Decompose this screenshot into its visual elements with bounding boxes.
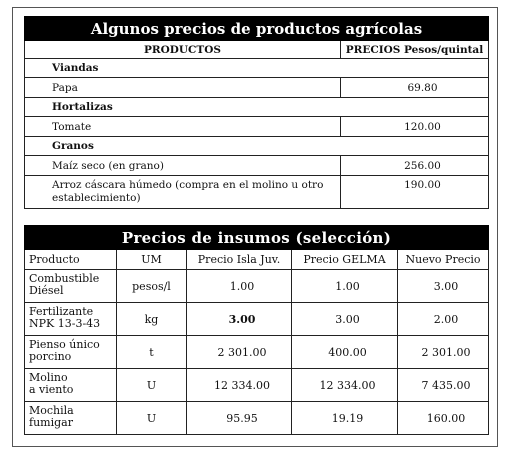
producto-line1: Combustible (29, 272, 100, 285)
gelma-price-cell: 12 334.00 (292, 369, 398, 402)
header-precio-gelma: Precio GELMA (292, 250, 398, 270)
header-producto: Producto (25, 250, 117, 270)
nuevo-price-cell: 3.00 (398, 270, 489, 303)
nuevo-price-cell: 7 435.00 (398, 369, 489, 402)
item-name: Maíz seco (en grano) (25, 156, 341, 176)
gelma-price-cell: 3.00 (292, 303, 398, 336)
gelma-price-cell: 1.00 (292, 270, 398, 303)
producto-cell (25, 369, 117, 402)
um-cell: kg (117, 303, 187, 336)
isla-price-cell: 95.95 (187, 402, 292, 435)
table-row (25, 303, 489, 336)
producto-line2: fumigar (29, 416, 73, 429)
um-cell: U (117, 402, 187, 435)
item-name: Tomate (25, 117, 341, 137)
category-hortalizas: Hortalizas (25, 98, 489, 117)
producto-line2: porcino (29, 350, 72, 363)
header-precio-isla: Precio Isla Juv. (187, 250, 292, 270)
producto-line2: NPK 13-3-43 (29, 317, 101, 330)
isla-price-cell: 3.00 (187, 303, 292, 336)
item-price: 256.00 (341, 156, 489, 176)
item-name: Papa (25, 78, 341, 98)
isla-price-cell: 12 334.00 (187, 369, 292, 402)
gelma-price-cell: 400.00 (292, 336, 398, 369)
table1-title: Algunos precios de productos agrícolas (25, 17, 489, 41)
um-cell: U (117, 369, 187, 402)
um-cell: t (117, 336, 187, 369)
table2-title: Precios de insumos (selección) (25, 226, 489, 250)
agricultural-prices-table (24, 16, 489, 209)
category-granos: Granos (25, 137, 489, 156)
category-viandas: Viandas (25, 59, 489, 78)
producto-cell (25, 402, 117, 435)
table-row (25, 336, 489, 369)
header-precios: PRECIOS Pesos/quintal (341, 41, 489, 59)
producto-line1: Mochila (29, 404, 74, 417)
table-row (25, 270, 489, 303)
um-cell: pesos/l (117, 270, 187, 303)
item-price: 120.00 (341, 117, 489, 137)
nuevo-price-cell: 160.00 (398, 402, 489, 435)
table-row (25, 369, 489, 402)
gelma-price-cell: 19.19 (292, 402, 398, 435)
table-row (25, 402, 489, 435)
item-price: 190.00 (341, 176, 489, 209)
input-prices-table (24, 225, 489, 435)
producto-cell (25, 336, 117, 369)
producto-line2: Diésel (29, 284, 64, 297)
producto-line1: Molino (29, 371, 68, 384)
header-nuevo-precio: Nuevo Precio (398, 250, 489, 270)
header-productos: PRODUCTOS (25, 41, 341, 59)
item-name: Arroz cáscara húmedo (compra en el molino u otro establecimiento) (25, 176, 341, 209)
nuevo-price-cell: 2 301.00 (398, 336, 489, 369)
nuevo-price-cell: 2.00 (398, 303, 489, 336)
producto-cell (25, 270, 117, 303)
producto-line1: Fertilizante (29, 305, 94, 318)
header-um: UM (117, 250, 187, 270)
producto-line1: Pienso único (29, 338, 100, 351)
producto-cell (25, 303, 117, 336)
isla-price-cell: 1.00 (187, 270, 292, 303)
producto-line2: a viento (29, 383, 74, 396)
item-price: 69.80 (341, 78, 489, 98)
isla-price-cell: 2 301.00 (187, 336, 292, 369)
